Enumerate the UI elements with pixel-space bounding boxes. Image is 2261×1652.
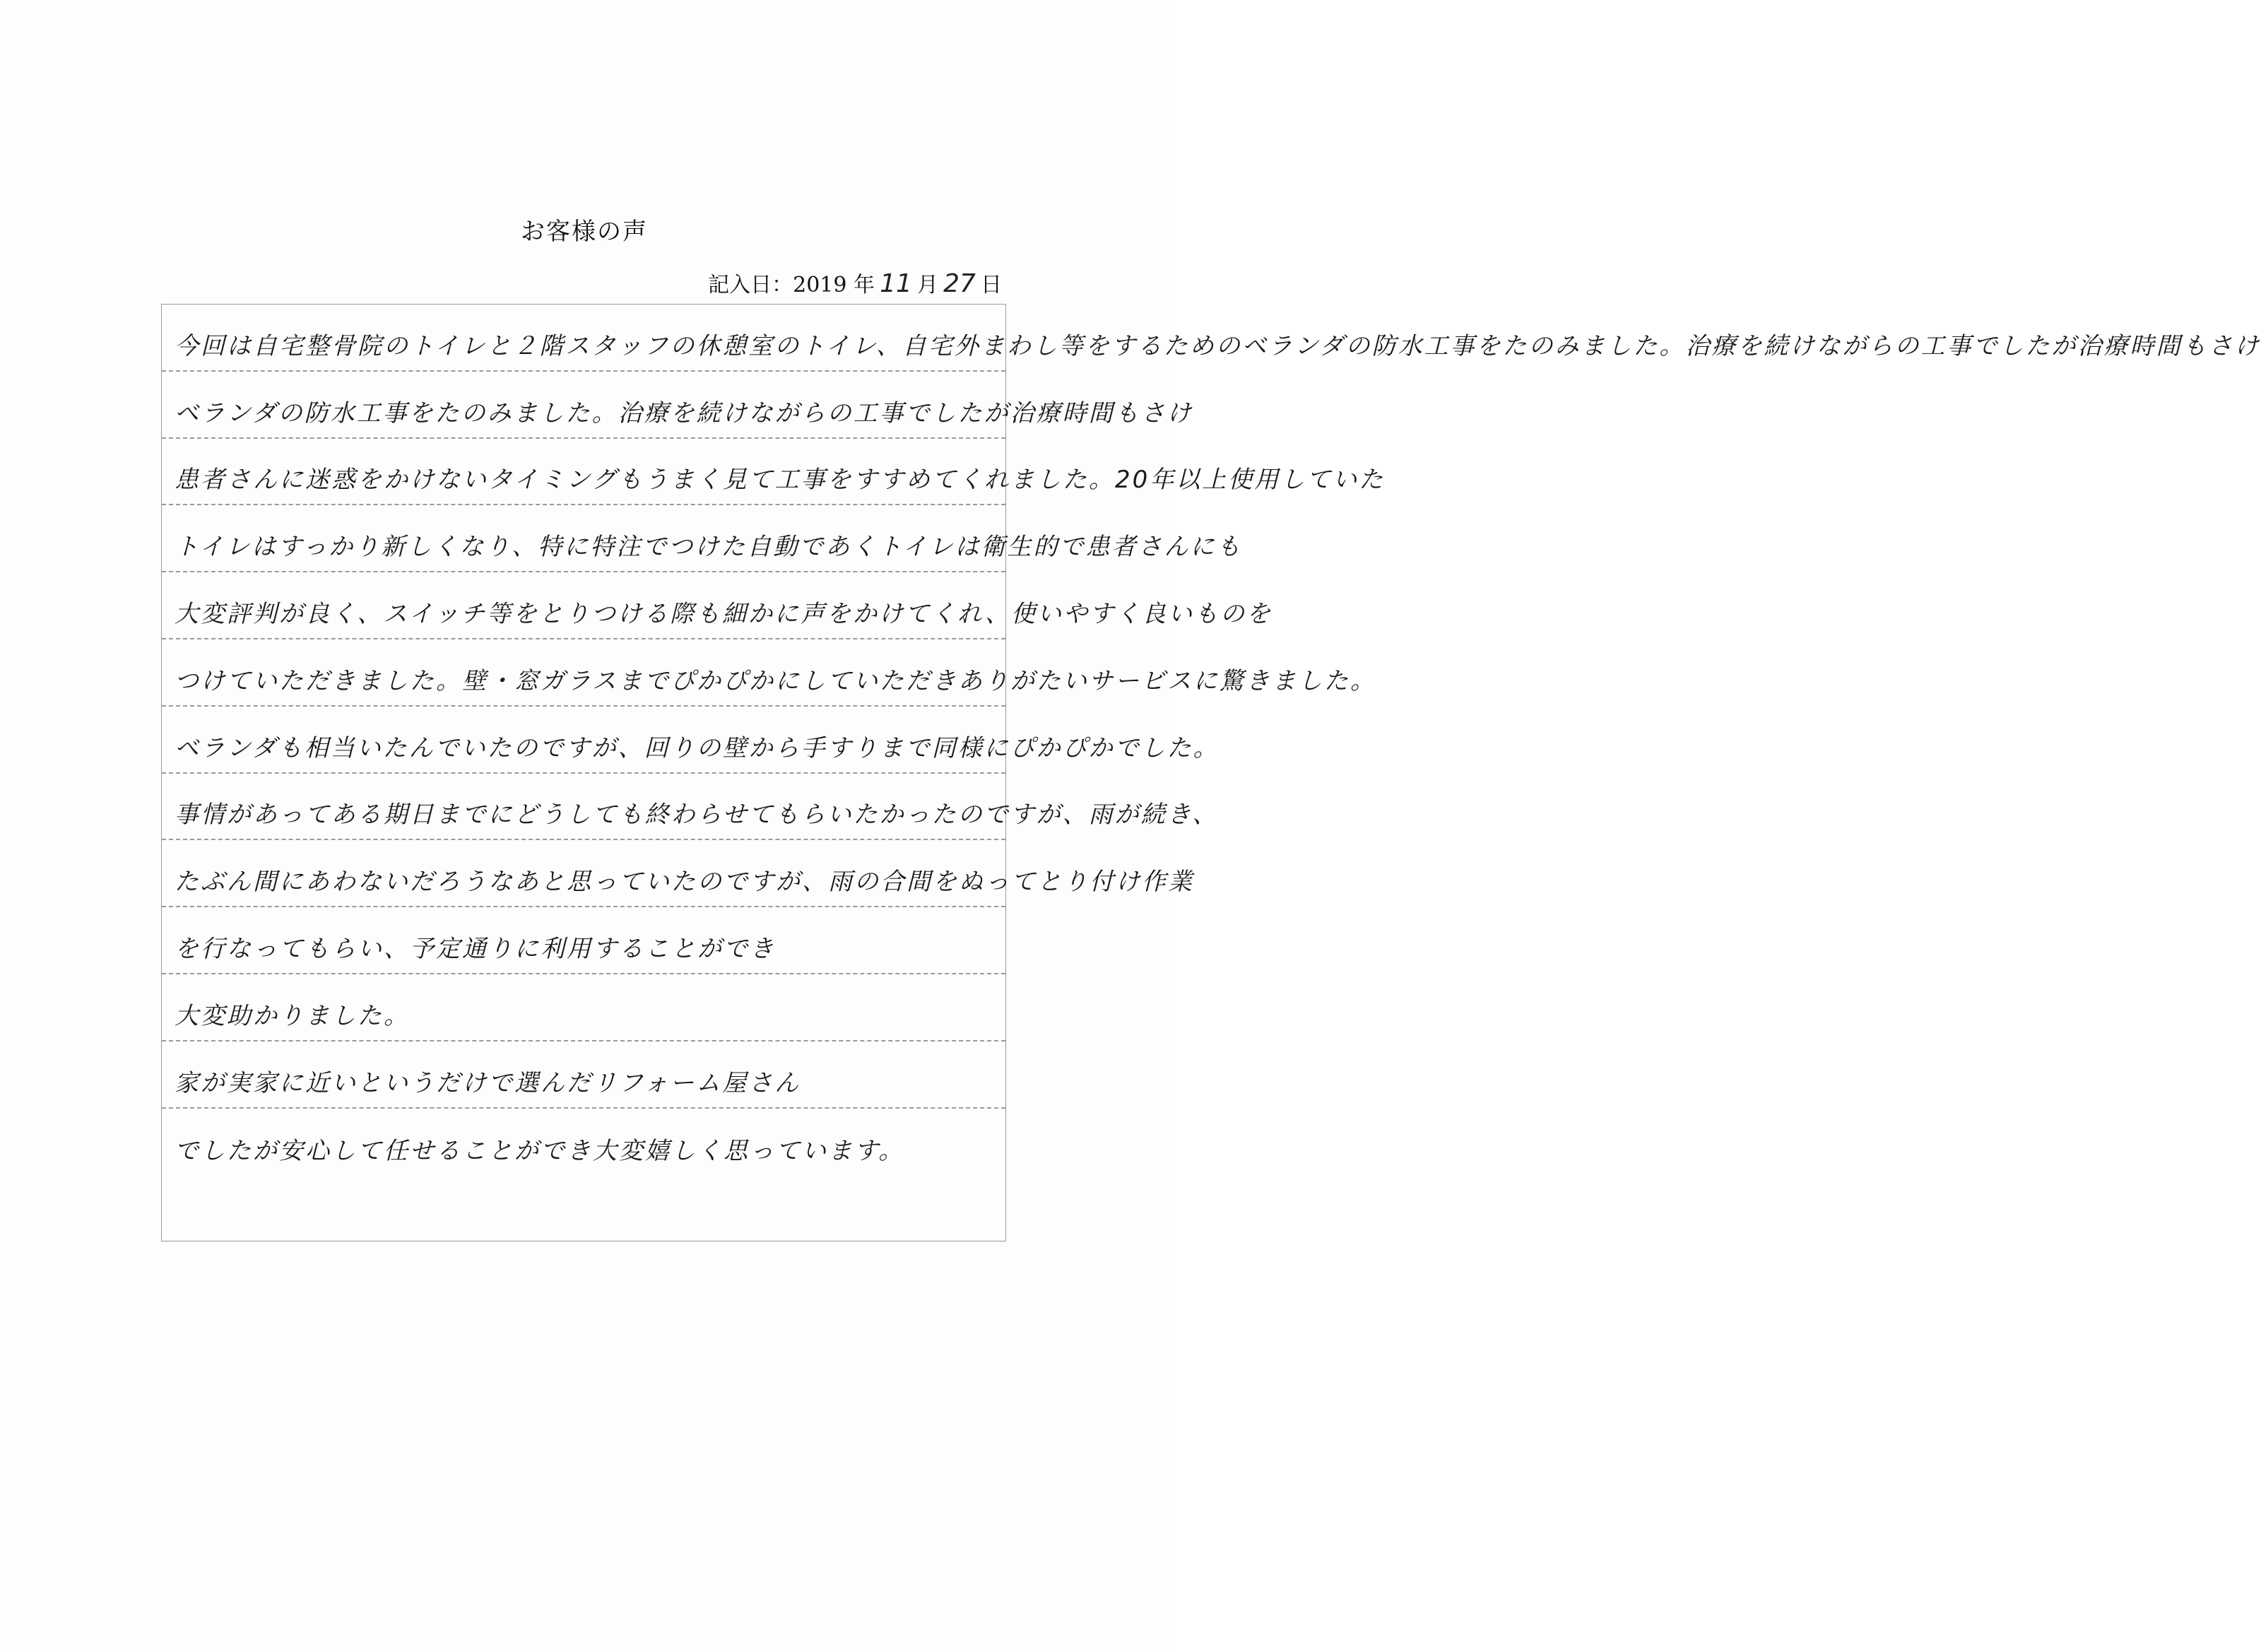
ruled-line xyxy=(162,639,1376,707)
ruled-line xyxy=(162,1042,1005,1109)
ruled-line xyxy=(162,974,1005,1042)
date-day: 27 xyxy=(943,269,976,298)
ruled-line xyxy=(162,572,1273,639)
handwritten-line: 事情があってある期日までにどうしても終わらせてもらいたかったのですが、雨が続き、 xyxy=(175,801,1219,830)
ruled-line xyxy=(162,907,1005,974)
handwritten-line: 大変助かりました。 xyxy=(175,1001,410,1030)
handwritten-line: 家が実家に近いというだけで選んだリフォーム屋さん xyxy=(175,1068,801,1097)
month-label: 月 xyxy=(917,273,938,297)
page-title: お客様の声 xyxy=(521,218,648,246)
ruled-line xyxy=(162,707,1220,774)
date-label: 記入日：2019 年 xyxy=(708,273,875,297)
ruled-line xyxy=(162,774,1219,841)
ruled-line xyxy=(162,305,2261,372)
ruled-line xyxy=(162,439,1386,506)
ruled-writing-area xyxy=(161,304,2261,1241)
handwritten-line: つけていただきました。壁・窓ガラスまでぴかぴかにしていただきありがたいサービスに驚きました。 xyxy=(175,666,1376,695)
handwritten-line: でしたが安心して任せることができ大変嬉しく思っています。 xyxy=(175,1137,905,1166)
handwritten-line: 患者さんに迷惑をかけないタイミングもうまく見て工事をすすめてくれました。20年以上使用していた xyxy=(175,466,1386,495)
handwritten-line: を行なってもらい、予定通りに利用することができ xyxy=(175,934,776,963)
day-label: 日 xyxy=(981,273,1002,297)
handwritten-line: ベランダの防水工事をたのみました。治療を続けながらの工事でしたが治療時間もさけ xyxy=(175,399,1193,427)
ruled-line xyxy=(162,505,1243,572)
handwritten-line: 大変評判が良く、スイッチ等をとりつける際も細かに声をかけてくれ、使いやすく良いものを xyxy=(175,599,1273,628)
handwritten-line: 今回は自宅整骨院のトイレと２階スタッフの休憩室のトイレ、自宅外まわし等をするためのベランダの防水工事をたのみました。治療を続けながらの工事でしたが治療時間もさけ xyxy=(175,331,2261,360)
handwritten-line: たぶん間にあわないだろうなあと思っていたのですが、雨の合間をぬってとり付け作業 xyxy=(175,868,1194,897)
date-month: 11 xyxy=(880,269,912,298)
handwritten-line: トイレはすっかり新しくなり、特に特注でつけた自動であくトイレは衛生的で患者さんにも xyxy=(175,533,1243,562)
entry-date xyxy=(708,267,1002,298)
ruled-line xyxy=(162,372,1193,439)
ruled-line xyxy=(162,840,1194,907)
ruled-line xyxy=(162,1109,1005,1176)
handwritten-line: ベランダも相当いたんでいたのですが、回りの壁から手すりまで同様にぴかぴかでした。 xyxy=(175,733,1220,762)
